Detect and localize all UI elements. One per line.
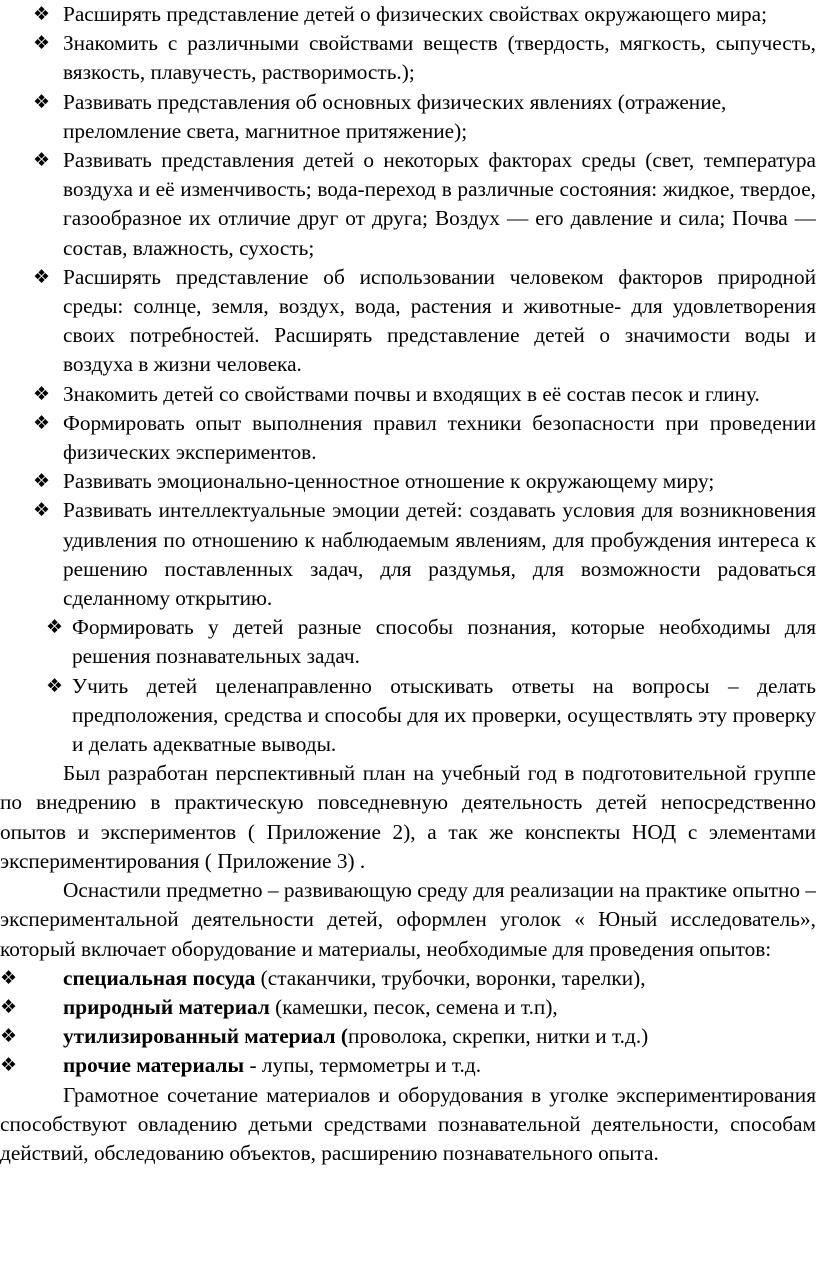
diamond-bullet-icon: ❖: [33, 382, 51, 405]
diamond-bullet-icon: ❖: [0, 995, 18, 1018]
diamond-bullet-icon: ❖: [33, 499, 51, 522]
paragraph-environment: Оснастили предметно – развивающую среду для реализации на практике опытно – экспериментальной деятельности детей, оформлен уголок « Юный исследователь», который включает оборудование и материалы, необходимые для проведения опытов:: [0, 878, 816, 961]
diamond-bullet-icon: ❖: [33, 411, 51, 434]
list-item: ❖ Формировать у детей разные способы познания, которые необходимы для решения познавательных задач.: [46, 615, 816, 669]
diamond-bullet-icon: ❖: [0, 966, 18, 989]
list-item: ❖ специальная посуда (стаканчики, трубочки, воронки, тарелки),: [0, 964, 816, 993]
diamond-bullet-icon: ❖: [33, 265, 51, 288]
list-item: ❖ Развивать представления об основных физических явлениях (отражение, преломление света, магнитное притяжение);: [33, 89, 727, 143]
list-item: ❖ Знакомить детей со свойствами почвы и входящих в её состав песок и глину.: [0, 380, 816, 409]
materials-list: [0, 964, 816, 1081]
diamond-bullet-icon: ❖: [33, 149, 51, 172]
diamond-bullet-icon: ❖: [46, 674, 64, 697]
diamond-bullet-icon: ❖: [33, 470, 51, 493]
paragraph-conclusion: Грамотное сочетание материалов и оборудования в уголке экспериментирования способствуют овладению детьми средствами познавательной деятельности, способам действий, обследованию объектов, расширению познавательного опыта.: [0, 1082, 816, 1165]
list-item: ❖ Развивать эмоционально-ценностное отношение к окружающему миру;: [0, 467, 816, 496]
diamond-bullet-icon: ❖: [33, 90, 51, 113]
diamond-bullet-icon: ❖: [33, 3, 51, 25]
list-item: ❖ природный материал (камешки, песок, семена и т.п),: [0, 993, 816, 1022]
list-item: ❖ Расширять представление об использовании человеком факторов природной среды: солнце, земля, воздух, вода, растения и животные- для удовлетворения своих потребностей. Расширять представление детей о значимости воды и воздуха в жизни человека.: [33, 264, 816, 377]
diamond-bullet-icon: ❖: [0, 1025, 18, 1048]
paragraph-plan: Был разработан перспективный план на учебный год в подготовительной группе по внедрению в практическую повседневную деятельность детей непосредственно опытов и экспериментов ( Приложение 2), а так же конспекты НОД с элементами экспериментирования ( Приложение 3) .: [0, 761, 816, 873]
list-item: ❖ Формировать опыт выполнения правил техники безопасности при проведении физических экспериментов.: [33, 410, 816, 465]
diamond-bullet-icon: ❖: [46, 616, 64, 639]
list-item: ❖ Развивать интеллектуальные эмоции детей: создавать условия для возникновения удивления по отношению к наблюдаемым явлениям, для пробуждения интереса к решению поставленных задач, для раздумья, для возможности радоваться сделанному открытию.: [33, 498, 816, 611]
list-item: ❖ Развивать представления детей о некоторых факторах среды (свет, температура воздуха и её изменчивость; вода-переход в различные состояния: жидкое, твердое, газообразное их отличие друг от друга; Воздух — его давление и сила; Почва — состав, влажность, сухость;: [33, 148, 816, 260]
list-item: ❖ прочие материалы - лупы, термометры и т.д.: [0, 1051, 816, 1080]
list-item: ❖ Знакомить с различными свойствами веществ (твердость, мягкость, сыпучесть, вязкость, плавучесть, растворимость.);: [33, 31, 816, 85]
diamond-bullet-icon: ❖: [0, 1054, 18, 1077]
list-item: ❖ Расширять представление детей о физических свойствах окружающего мира;: [0, 0, 816, 29]
diamond-bullet-icon: ❖: [33, 32, 51, 55]
list-item: ❖ Учить детей целенаправленно отыскивать ответы на вопросы – делать предположения, средства и способы для их проверки, осуществлять эту проверку и делать адекватные выводы.: [46, 673, 816, 757]
list-item: ❖ утилизированный материал (проволока, скрепки, нитки и т.д.): [0, 1022, 816, 1051]
